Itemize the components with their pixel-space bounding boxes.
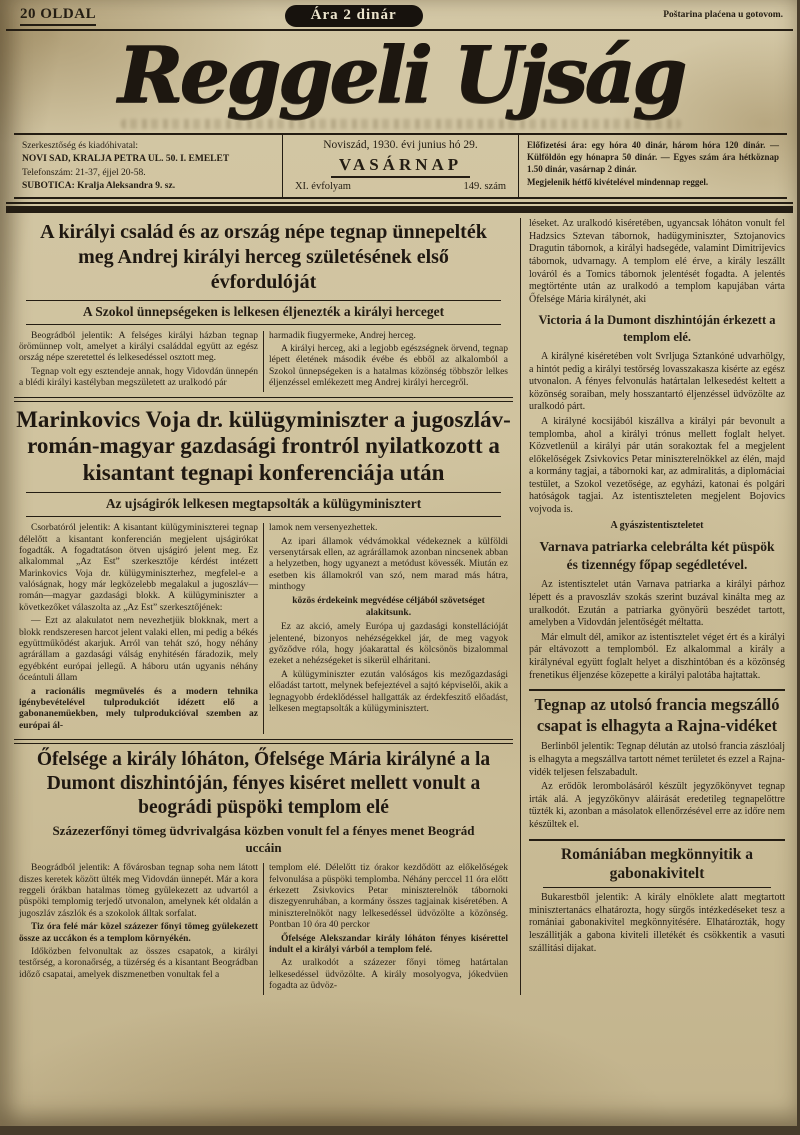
- article-marinkovics: [14, 397, 513, 735]
- emphasis-paragraph: léseket. Az uralkodó kiséretében, ugyancsak lóháton vonult fel Hadzsics Sztevan tábornok, hadügyminiszter, Sztojanovics Dragutin tábornok, a királyi hadsegéde, valamint Dimitrijevics tábornok, udvarnagy. A templom elé érve, a király leszállt lováról és a Tomics tábornok jelentését fogadta. A jelentés megtörténte után az uralkodó a templom kapujában várta Őfelsége Mária királynét, aki: [529, 218, 785, 305]
- emphasis-paragraph: lamok nem versenyezhettek.: [269, 523, 378, 534]
- article-column-1: [14, 523, 263, 734]
- continuation-text: [529, 351, 785, 532]
- article-headline: Őfelsége a király lóháton, Őfelsége Mária királyné a la Dumont diszhintóján, fényes kiséret mellett vonult a beográdi püspöki templom elé: [36, 749, 491, 818]
- paragraph: Beográdból jelentik: A felséges királyi házban tegnap örömünnep volt, amelyet a királyi családdal együtt az egész ország népe szeretettel és lelkesedéssel osztott meg.: [19, 330, 258, 364]
- article-rhineland: [529, 689, 785, 831]
- article-column-1: [14, 331, 263, 392]
- article-column-2: [263, 523, 513, 734]
- article-body: [529, 892, 785, 955]
- subscription-prices: Előfizetési ára: egy hóra 40 dinár, három hóra 120 dinár. — Külföldön egy hónapra 50 dinár. — Egyes szám ára hétköznap 1.50 dinár, vasárnap 2 dinár.: [527, 140, 779, 174]
- paragraph: Ez az akció, amely Európa uj gazdasági konstellációját jelentené, bizonyos nehézségekkel jár, de meg vagyok győződve róla, hogy jóakarattal és kölcsönös bizalommal ezeket a nehézségeket is sikerül elháritani.: [269, 622, 508, 667]
- paragraph: Beográdból jelentik: A fővárosban tegnap soha nem látott diszes keretek között ülték meg Vidovdán ünnepét. Már a kora reggeli órákban hatalmas tömeg gyülekezett az udvartól a püspöki templomig terjedő utvonalon, amelynek két oldalán a jugoszláv zászlók és a szokolok álltak sorfalat.: [19, 863, 258, 919]
- paragraph: Az istentisztelet után Varnava patriarka a királyi párhoz lépett és a pravoszláv szokás szerint buzával kinálta meg az uralkodót. Ezután a patriarka gyönyörü beszédet tartott, amelyben a Vidovdán jelentőségét méltatta.: [529, 579, 785, 629]
- office-address: NOVI SAD, KRALJA PETRA UL. 50. I. EMELET: [22, 154, 230, 165]
- office-label: Szerkesztőség és kiadóhivatal:: [22, 141, 139, 152]
- double-rule: [14, 397, 513, 402]
- paragraph: Már elmult dél, amikor az istentisztelet véget ért és a királyi pár eltávozott a templomból. Ez alkalommal a király a királynéval együtt foglalt helyet a diszhintóban és a közönség frenetikus éljenzése közepette a királyi palotába hajtattak.: [529, 631, 785, 681]
- issue-date: Noviszád, 1930. évi junius hó 29.: [323, 139, 478, 152]
- article-royal-birthday: [14, 220, 513, 391]
- emphasis-paragraph: közös érdekeink megvédése céljából szövetséget alakitsunk.: [292, 596, 485, 618]
- paragraph: A királyi herceg, aki a legjobb egészségnek örvend, tegnap lépett életének második évébe és ebből az alkalomból a Szokol ünnepségeken is a hatalmas közönség többször lelkes éljenzéssel emlékezett meg Andrej királyi hercegről.: [269, 343, 508, 389]
- editorial-office-block: [14, 135, 283, 197]
- paragraph: Bukarestből jelentik: A király elnöklete alatt megtartott minisztertanács elhatározta, hogy sürgős intézkedéseket tesz a romániai gabonakivitel megkönnyitésére. Elhatározták, hogy leszállitják a gabona kiviteli illetékét és csökkentik a vasuti szállitási dijakat.: [529, 892, 785, 954]
- front-page-content: [14, 218, 787, 994]
- article-headline: Tegnap az utolsó francia megszálló csapat is elhagyta a Rajna-vidéket: [534, 695, 780, 735]
- article-subhead: A Szokol ünnepségeken is lelkesen éljenezték a királyi herceget: [82, 303, 445, 319]
- paragraph: — Ezt az alakulatot nem nevezhetjük blokknak, mert a blokk rendszeresen harcot jelent valaki ellen, mi pedig a békés együttműködést akarjuk. Arról van tehát szó, hogy néhány agrárállam a gazdasági válság enyhitésén fáradozik, mely egyébként európai jellegű. A háboru után ugyanis néhány óceántuli állam: [19, 616, 258, 684]
- paragraph: Csorbatóról jelentik: A kisantant külügyminiszterei tegnap délelőtt a kisantant konferencián megjelent ujságirókat fogadták. A fogadtatáson ötven ujságiró jelent meg. Ez alkalommal „Az Est” szerkesztője kérdést intézett Marinkovics Voja dr. külügyminiszterhez, megfelel-e a valóságnak, hogy már legközelebb megalakul a jugoszláv—román—magyar gazdasági blokk. A külügyminiszter a következőket válaszolta az „Az Est” szerkesztőjének:: [19, 523, 258, 613]
- emphasis-paragraph: A gyászistentiszteletet: [610, 519, 704, 531]
- emphasis-paragraph: Tiz óra felé már közel százezer főnyi tömeg gyülekezett össze az uccákon és a templom környékén.: [19, 922, 258, 944]
- article-column-2: [263, 863, 513, 994]
- continuation-text: [529, 579, 785, 682]
- paragraph: Az uralkodót a százezer főnyi tömeg határtalan lelkesedéssel üdvözölte. A király mosolyogva, jókedvüen fogadta az üdvöz-: [269, 958, 508, 992]
- paragraph: Tegnap volt egy esztendeje annak, hogy Vidovdán ünnepén a blédi királyi kastélyban megszületett az uralkodó pár: [19, 366, 258, 389]
- subhead-frame: [26, 492, 501, 517]
- top-bar: [14, 3, 787, 28]
- postage-note: Poštarina plaćena u gotovom.: [663, 10, 783, 21]
- paragraph: A külügyminiszter ezután valóságos kis mezőgazdasági előadást tartott, melynek befejeztével a sajtó képviselői, akik a legnagyobb érdeklődéssel hallgatták az érdekfeszitő előadást, lelkesen megtapsolták a külügyminisztert.: [269, 669, 508, 714]
- issue-number: 149. szám: [463, 181, 507, 193]
- date-block: [283, 135, 519, 197]
- emphasis-paragraph: templom elé. Délelőtt tiz órakor kezdődött az előkelőségek felvonulása a püspöki templomba. Néhány perccel 11 óra előtt érkezett Zsivkovics Petar miniszterelnök tábornoki diszegyenruhában, a kormány összes tagjainak kiséretében. A miniszterelnököt nagy lelkesedéssel üdvözölte a közönség. Pontban 10 óra 40 perckor: [269, 863, 508, 931]
- article-procession: [14, 739, 513, 994]
- inline-subhead-victoria: Victoria á la Dumont diszhintóján érkezett a templom elé.: [538, 313, 776, 344]
- article-headline: Romániában megkönnyitik a gabonakivitelt: [560, 845, 754, 882]
- issue-volume: XI. évfolyam: [294, 181, 351, 193]
- main-column-group: [14, 218, 520, 994]
- masthead: [14, 30, 787, 129]
- page-count-label: 20 OLDAL: [20, 6, 96, 26]
- issue-info-bar: [14, 133, 787, 199]
- emphasis-paragraph: harmadik fiugyermeke, Andrej herceg.: [269, 330, 416, 341]
- emphasis-paragraph: a racionális megmüvelés és a modern tehnika igénybevételével tulprodukciót idézett elő a gabonanemüekben, mely tulprodukcióval szemben az európai ál-: [19, 686, 258, 731]
- print-bleed-smudge: [121, 119, 681, 129]
- right-column: [520, 218, 787, 994]
- price-badge: Ára 2 dinár: [285, 5, 423, 27]
- paragraph: Az ipari államok védvámokkal védekeznek a külföldi versenytársak ellen, az agrárállamok azonban nincsenek abban a helyzetben, hogy ugyanezt a metódust kövessék. Miután ez esetben kis államokról van szó, nem marad más hátra, minthogy: [269, 536, 508, 593]
- paragraph: A királyné kiséretében volt Svrljuga Sztankóné udvarhölgy, a hintót pedig a királyi testőrség lovasszakasza kisérte az egész utvonalon. A fényes felvonulás határtalan lelkesedést keltett a közönség soraiban, mely hosszantartó éljenzéssel üdvözölte az uralkodó párt.: [529, 350, 785, 413]
- paragraph: Berlinből jelentik: Tegnap délután az utolsó francia zászlóalj is elhagyta a megszállva tartott német területet és ezzel a Rajna-vidék teljesen felszabadult.: [529, 741, 785, 778]
- divider: [529, 839, 785, 841]
- paragraph: Az erődök lerombolásáról készült jegyzőkönyvet tegnap irták alá. A jegyzőkönyv aláirását eredetileg tegnapelőttre tüzték ki, azonban a másolatok ellenőrzésével erre az időre nem készültek el.: [529, 781, 785, 830]
- article-body: [529, 741, 785, 831]
- divider: [543, 887, 771, 888]
- article-headline: A királyi család és az ország népe tegnap ünnepelték meg Andrej királyi herceg születésének első évfordulóját: [40, 221, 487, 293]
- article-headline: Marinkovics Voja dr. külügyminiszter a jugoszláv-román-magyar gazdasági frontról nyilatkozott a kisantant tegnapi konferenciája után: [16, 406, 511, 486]
- subhead-frame: [26, 300, 501, 325]
- article-column-2: [263, 331, 513, 392]
- article-subhead: Százezerfőnyi tömeg üdvrivalgása közben vonult fel a fényes menet Beográd uccáin: [52, 823, 475, 856]
- article-romania: [529, 839, 785, 956]
- newspaper-title: Reggeli Ujság: [117, 30, 684, 121]
- double-rule: [14, 739, 513, 744]
- publication-note: Megjelenik hétfő kivételével mindennap reggel.: [527, 176, 709, 187]
- inline-subhead-patriarch: Varnava patriarka celebrálta két püspök és tizennégy főpap segédletével.: [539, 539, 775, 572]
- issue-day: VASÁRNAP: [331, 154, 470, 178]
- paragraph: A királyné kocsijából kiszállva a királyi pár bevonult a templomba, ahol a királyi trónus mellett foglalt helyet. Közvetlenül a királyi pár után sorakoztak fel a megjelent előkelőségek Zsivkovics Petar miniszterelnökkel az élén, majd a kormány tagjai, a tábornoki kar, az admiralitás, a diplomáciai testület, a Szokol vezetősége, az egyházi, katonai és polgári hatóságok tagjai. Az istentiszteleten megjelent Bojovics vojvoda is.: [529, 415, 785, 516]
- subscription-block: [519, 135, 787, 197]
- emphasis-paragraph: Őfelsége Alekszandar király lóháton fényes kisérettel indult el a királyi várból a templom felé.: [269, 933, 508, 955]
- office-branch: SUBOTICA: Kralja Aleksandra 9. sz.: [22, 181, 176, 191]
- continuation-text: [529, 218, 785, 306]
- divider: [529, 689, 785, 691]
- paragraph: Időközben felvonultak az összes csapatok, a királyi testőrség, a koronaőrség, a tüzérség és a kisantant Beográdban időző csapatai, amelyek diszmenetben vonultak fel a: [19, 947, 258, 980]
- article-subhead: Az ujságirók lelkesen megtapsolták a külügyminisztert: [105, 496, 422, 512]
- office-phone: Telefonszám: 21-37, éjjel 20-58.: [22, 167, 146, 178]
- article-column-1: [14, 863, 263, 994]
- heavy-divider: [6, 202, 793, 213]
